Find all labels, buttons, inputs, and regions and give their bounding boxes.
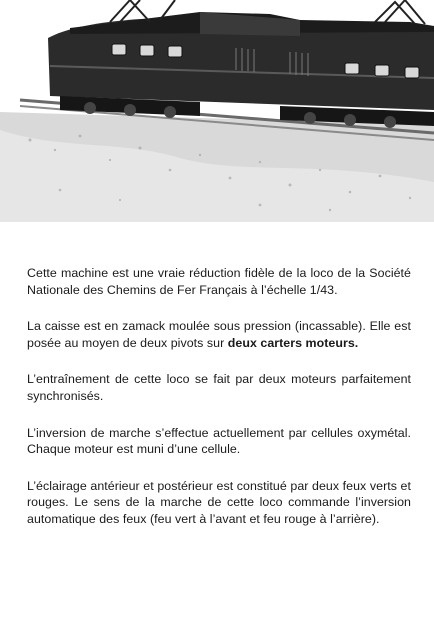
paragraph-scale: Cette machine est une vraie réduction fidèle de la loco de la Société Nationale des Chemins de Fer Français à l’échelle 1/43. <box>27 266 411 297</box>
paragraph-lighting: L’éclairage antérieur et postérieur est constitué par deux feux verts et rouges. Le sens de la marche de cette loco commande l’inversion automatique des feux (feu vert à l’avant et feu rouge à l’arrière). <box>27 478 411 526</box>
paragraph-body-casing-text: La caisse est en zamack moulée sous pression (incassable). Elle est posée au moyen de deux pivots sur <box>27 319 411 350</box>
paragraph-body-casing-bold: deux carters moteurs. <box>227 335 359 350</box>
paragraph-body-casing <box>27 318 411 351</box>
description-text <box>27 265 411 548</box>
locomotive-photo <box>0 0 434 222</box>
paragraph-reversing: L’inversion de marche s’effectue actuellement par cellules oxymétal. Chaque moteur est muni d’une cellule. <box>27 425 411 457</box>
paragraph-drive: L’entraînement de cette loco se fait par deux moteurs parfaitement synchronisés. <box>27 372 411 403</box>
